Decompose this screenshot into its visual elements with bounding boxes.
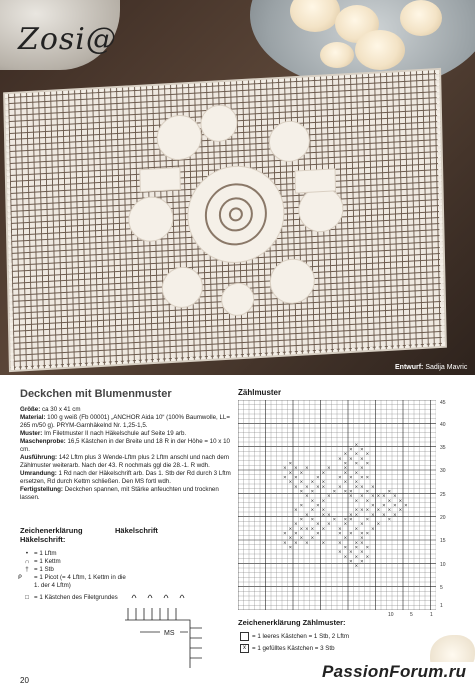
filled-cell: × (326, 512, 331, 518)
filled-box-icon: x (240, 644, 249, 653)
filled-cell: × (337, 526, 342, 532)
filled-cell: × (348, 489, 353, 495)
filled-cell: × (282, 540, 287, 546)
filled-cell: × (315, 475, 320, 481)
filled-cell: × (359, 475, 364, 481)
chart-key-item: = 1 leeres Kästchen = 1 Stb, 2 Lftm (240, 632, 349, 641)
filled-cell: × (343, 545, 348, 551)
filled-cell: × (359, 484, 364, 490)
filled-cell: × (293, 540, 298, 546)
rose-flower (400, 0, 442, 36)
logo: Zosi@ (18, 22, 117, 57)
filled-cell: × (288, 480, 293, 486)
filled-cell: × (348, 456, 353, 462)
filled-cell: × (365, 461, 370, 467)
filled-cell: × (354, 512, 359, 518)
filled-cell: × (343, 489, 348, 495)
filled-cell: × (343, 480, 348, 486)
filled-cell: × (354, 484, 359, 490)
filled-cell: × (392, 503, 397, 509)
filled-cell: × (359, 494, 364, 500)
filled-cell: × (370, 503, 375, 509)
filled-cell: × (365, 508, 370, 514)
filled-cell: × (381, 503, 386, 509)
filled-cell: × (376, 522, 381, 528)
filled-cell: × (321, 540, 326, 546)
filled-cell: × (348, 447, 353, 453)
filled-cell: × (321, 470, 326, 476)
filled-cell: × (337, 456, 342, 462)
filled-cell: × (299, 526, 304, 532)
instruction-paragraph: Maschenprobe: 16,5 Kästchen in der Breite und 18 R in der Höhe = 10 x 10 cm. (20, 438, 230, 453)
filled-cell: × (370, 484, 375, 490)
instructions-column (20, 388, 232, 602)
filled-cell: × (403, 503, 408, 509)
filled-cell: × (310, 536, 315, 542)
chart-key-item: x = 1 gefülltes Kästchen = 3 Stb (240, 644, 335, 653)
row-number: 25 (440, 492, 446, 498)
filled-cell: × (354, 461, 359, 467)
filled-cell: × (376, 508, 381, 514)
col-number: 5 (410, 612, 413, 618)
filled-cell: × (365, 475, 370, 481)
legend-item: □ = 1 Kästchen des Filetgrundes (25, 594, 118, 601)
filled-cell: × (282, 475, 287, 481)
filled-cell: × (343, 466, 348, 472)
article-title: Deckchen mit Blumenmuster (20, 388, 172, 400)
filled-cell: × (348, 517, 353, 523)
filled-cell: × (381, 494, 386, 500)
legend-item: • = 1 Lftm (25, 550, 57, 557)
filled-cell: × (326, 466, 331, 472)
filled-cell: × (354, 452, 359, 458)
filled-cell: × (354, 554, 359, 560)
filled-cell: × (315, 522, 320, 528)
filled-cell: × (365, 531, 370, 537)
legend-item: † = 1 Stb (25, 566, 54, 573)
legend-item: ∩ = 1 Kettm (24, 558, 61, 565)
filled-cell: × (354, 540, 359, 546)
row-number: 5 (440, 585, 443, 591)
row-numbers (440, 400, 470, 610)
filled-cell: × (348, 475, 353, 481)
filled-cell: × (359, 559, 364, 565)
filled-cell: × (354, 508, 359, 514)
page-number: 20 (20, 676, 29, 685)
filled-cell: × (365, 489, 370, 495)
filled-cell: × (315, 531, 320, 537)
filled-cell: × (304, 494, 309, 500)
filled-cell: × (321, 526, 326, 532)
filled-cell: × (370, 494, 375, 500)
filled-cell: × (343, 554, 348, 560)
filled-cell: × (365, 452, 370, 458)
filled-cell: × (282, 531, 287, 537)
filled-cell: × (310, 498, 315, 504)
filled-cell: × (348, 559, 353, 565)
filled-cell: × (288, 526, 293, 532)
filled-cell: × (354, 526, 359, 532)
filled-cell: × (337, 475, 342, 481)
filled-cell: × (348, 531, 353, 537)
legend-item: ᑭ = 1 Picot (= 4 Lftm, 1 Kettm in die 1. der 4 Lftm) (18, 574, 126, 589)
filled-cell: × (321, 508, 326, 514)
rose-flower (355, 30, 405, 70)
instruction-paragraph: Muster: Im Filetmuster II nach Häkelschule auf Seite 19 arb. (20, 430, 187, 437)
filled-cell: × (337, 540, 342, 546)
filled-cell: × (332, 489, 337, 495)
filled-cell: × (343, 470, 348, 476)
filled-cell: × (359, 456, 364, 462)
filled-cell: × (293, 475, 298, 481)
row-number: 45 (440, 400, 446, 406)
filled-cell: × (343, 517, 348, 523)
filled-cell: × (387, 517, 392, 523)
filled-cell: × (354, 545, 359, 551)
filled-cell: × (299, 489, 304, 495)
counting-chart (238, 400, 436, 610)
filled-cell: × (365, 554, 370, 560)
filled-cell: × (359, 540, 364, 546)
filled-cell: × (332, 517, 337, 523)
row-number: 40 (440, 422, 446, 428)
crochet-doily (5, 70, 445, 370)
filled-cell: × (321, 512, 326, 518)
col-number: 1 (430, 612, 433, 618)
filled-cell: × (354, 564, 359, 570)
filled-cell: × (299, 470, 304, 476)
flower-motif (119, 98, 354, 331)
row-number: 15 (440, 538, 446, 544)
filled-cell: × (348, 494, 353, 500)
filled-cell: × (337, 550, 342, 556)
filled-cell: × (359, 466, 364, 472)
filled-cell: × (304, 540, 309, 546)
row-number: 20 (440, 515, 446, 521)
instruction-paragraph: Größe: ca 30 x 41 cm (20, 406, 81, 413)
filled-cell: × (321, 480, 326, 486)
legend: Zeichenerklärung Häkelschrift: Häkelschrift • = 1 Lftm ∩ = 1 Kettm † = 1 Stb ᑭ = 1 Picot (= 4 Lftm, 1 Kettm in die 1. der 4 Lftm) □ = 1 Kästchen des Filetgrundes (18, 526, 158, 601)
filled-cell: × (365, 545, 370, 551)
diagram-title: Häkelschrift (115, 526, 158, 535)
col-number: 10 (388, 612, 394, 618)
filled-cell: × (365, 517, 370, 523)
watermark: PassionForum.ru (322, 662, 475, 688)
row-number: 10 (440, 562, 446, 568)
filled-cell: × (398, 508, 403, 514)
filled-cell: × (326, 494, 331, 500)
filled-cell: × (293, 484, 298, 490)
row-number: 30 (440, 468, 446, 474)
filled-cell: × (343, 536, 348, 542)
filled-cell: × (392, 512, 397, 518)
filled-cell: × (337, 531, 342, 537)
filled-cell: × (299, 480, 304, 486)
empty-box-icon (240, 632, 249, 641)
filled-cell: × (321, 484, 326, 490)
chart-column (238, 388, 475, 399)
filled-cell: × (304, 484, 309, 490)
instruction-paragraph: Umrandung: 1 Rd nach der Häkelschrift arb. Das 1. Stb der Rd durch 3 Lftm ersetzen, Rd durch Kettm schließen. Den MS fortl wdh. (20, 470, 231, 485)
filled-cell: × (337, 484, 342, 490)
filled-cell: × (326, 522, 331, 528)
instruction-paragraph: Material: 100 g weiß (Fb 00001) „ANCHOR Aida 10“ (100% Baumwolle, LL= 265 m/50 g). PRYM-Garnhäkelnd Nr. 1,25-1,5. (20, 414, 230, 429)
filled-cell: × (310, 508, 315, 514)
filled-cell: × (354, 470, 359, 476)
filled-cell: × (304, 512, 309, 518)
chart-title: Zählmuster (238, 388, 282, 397)
instruction-paragraph: Ausführung: 142 Lftm plus 3 Wende-Lftm plus 2 Lftm anschl und nach dem Zählmuster weiterarb. Nach der 43. R nochmals ggl die 28.-1. R wdh. (20, 454, 229, 469)
filled-cell: × (282, 466, 287, 472)
filled-cell: × (304, 466, 309, 472)
filled-cell: × (310, 517, 315, 523)
filled-cell: × (359, 536, 364, 542)
filled-cell: × (370, 526, 375, 532)
filled-cell: × (293, 466, 298, 472)
filled-cell: × (348, 550, 353, 556)
filled-cell: × (354, 442, 359, 448)
filled-cell: × (293, 522, 298, 528)
filled-cell: × (321, 498, 326, 504)
filled-cell: × (354, 480, 359, 486)
filled-cell: × (387, 489, 392, 495)
filled-cell: × (348, 512, 353, 518)
filled-cell: × (359, 522, 364, 528)
filled-cell: × (288, 536, 293, 542)
filled-cell: × (299, 503, 304, 509)
filled-cell: × (343, 461, 348, 467)
filled-cell: × (387, 508, 392, 514)
filled-cell: × (304, 526, 309, 532)
row-number: 35 (440, 445, 446, 451)
crochet-diagram (120, 580, 220, 670)
filled-cell: × (359, 550, 364, 556)
filled-cell: × (310, 480, 315, 486)
filled-cell: × (310, 489, 315, 495)
filled-cell: × (354, 498, 359, 504)
instruction-paragraph: Fertigstellung: Deckchen spannen, mit Stärke anfeuchten und trocknen lassen. (20, 486, 219, 501)
filled-cell: × (293, 508, 298, 514)
filled-cell: × (293, 531, 298, 537)
filled-cell: × (310, 526, 315, 532)
filled-cell: × (359, 531, 364, 537)
filled-cell: × (299, 517, 304, 523)
filled-cell: × (398, 498, 403, 504)
diagram-label: MS (164, 630, 175, 637)
filled-cell: × (288, 545, 293, 551)
filled-cell: × (288, 470, 293, 476)
filled-cell: × (365, 498, 370, 504)
filled-cell: × (315, 503, 320, 509)
filled-cell: × (392, 494, 397, 500)
photo-credit: Entwurf: Sadija Mavric (395, 364, 468, 371)
filled-cell: × (299, 536, 304, 542)
filled-cell: × (376, 494, 381, 500)
filled-cell: × (359, 447, 364, 453)
filled-cell: × (370, 512, 375, 518)
row-number: 1 (440, 603, 443, 609)
filled-cell: × (343, 522, 348, 528)
chart-key-title: Zeichenerklärung Zählmuster: (238, 618, 346, 627)
filled-cell: × (359, 508, 364, 514)
filled-cell: × (381, 512, 386, 518)
rose-flower (320, 42, 354, 68)
filled-cell: × (288, 461, 293, 467)
filled-cell: × (343, 452, 348, 458)
filled-cell: × (387, 498, 392, 504)
filled-cell: × (315, 484, 320, 490)
